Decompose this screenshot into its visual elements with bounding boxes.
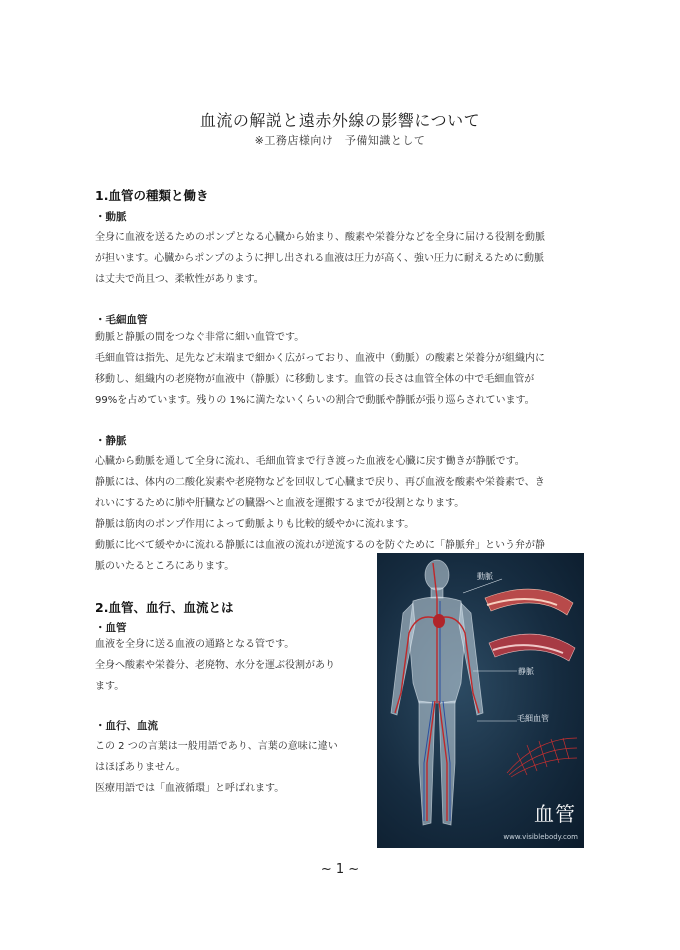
text-line: は丈夫で尚且つ、柔軟性があります。: [95, 274, 264, 285]
text-line: 移動し、組織内の老廃物が血液中（静脈）に移動します。血管の長さは血管全体の中で毛細血管が: [95, 374, 535, 385]
blood-vessel-illustration: [377, 553, 584, 848]
page-subtitle: ※工務店様向け 予備知識として: [254, 134, 426, 147]
vein-heading: ・静脈: [95, 435, 127, 447]
text-line: 99%を占めています。残りの 1%に満たないくらいの割合で動脈や静脈が張り巡らされています。: [95, 395, 535, 406]
text-line: 脈のいたるところにあります。: [95, 561, 235, 572]
text-line: 動脈と静脈の間をつなぐ非常に細い血管です。: [95, 332, 305, 343]
text-line: 静脈には、体内の二酸化炭素や老廃物などを回収して心臓まで戻り、再び血液を酸素や栄養素で、き: [95, 477, 545, 488]
text-line: 全身へ酸素や栄養分、老廃物、水分を運ぶ役割があり: [95, 660, 335, 671]
text-line: れいにするために肺や肝臓などの臓器へと血液を運搬するまでが役割となります。: [95, 498, 465, 509]
vessel-heading: ・血管: [95, 622, 127, 634]
text-line: 心臓から動脈を通して全身に流れ、毛細血管まで行き渡った血液を心臓に戻す働きが静脈です。: [95, 456, 525, 467]
artery-label: 動脈: [477, 572, 493, 581]
figure-caption: 血管: [534, 802, 576, 826]
text-line: 医療用語では「血液循環」と呼ばれます。: [95, 783, 285, 794]
vein-label: 静脈: [518, 667, 534, 676]
text-line: 静脈は筋肉のポンプ作用によって動脈よりも比較的緩やかに流れます。: [95, 519, 415, 530]
text-line: この 2 つの言葉は一般用語であり、言葉の意味に違い: [95, 741, 338, 752]
circulation-paragraph: [95, 736, 338, 799]
page-number: ~ 1 ~: [320, 862, 360, 877]
section2-heading: 2.血管、血行、血流とは: [95, 600, 234, 615]
capillary-label: 毛細血管: [517, 714, 549, 723]
text-line: が担います。心臓からポンプのように押し出される血液は圧力が高く、強い圧力に耐えるために動脈: [95, 253, 544, 264]
figure-credit: www.visiblebody.com: [503, 833, 578, 841]
section1-heading: 1.血管の種類と働き: [95, 188, 209, 203]
capillary-heading: ・毛細血管: [95, 314, 148, 326]
page-title: 血流の解説と遠赤外線の影響について: [199, 111, 481, 130]
artery-paragraph: [95, 227, 545, 290]
text-line: 毛細血管は指先、足先など末端まで細かく広がっており、血液中（動脈）の酸素と栄養分が組織内に: [95, 353, 545, 364]
text-line: 動脈に比べて緩やかに流れる静脈には血液の流れが逆流するのを防ぐために「静脈弁」という弁が静: [95, 540, 545, 551]
capillary-paragraph: [95, 327, 545, 411]
text-line: はほぼありません。: [95, 762, 186, 773]
text-line: ます。: [95, 681, 125, 692]
circulation-heading: ・血行、血流: [95, 720, 158, 732]
vessel-paragraph: [95, 634, 335, 697]
text-line: 血液を全身に送る血液の通路となる管です。: [95, 639, 295, 650]
artery-heading: ・動脈: [95, 211, 127, 223]
text-line: 全身に血液を送るためのポンプとなる心臓から始まり、酸素や栄養分などを全身に届ける役割を動脈: [95, 232, 545, 243]
